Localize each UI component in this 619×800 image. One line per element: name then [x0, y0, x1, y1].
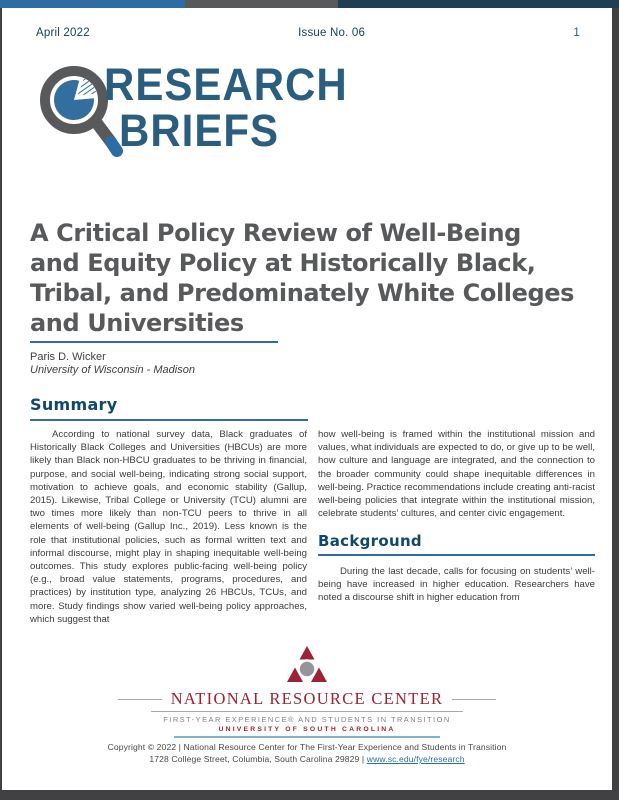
top-accent-strip	[0, 0, 619, 8]
footer-divider	[174, 736, 440, 738]
summary-text-right: how well-being is framed within the institutional mission and values, what individuals are expected to do, or give up to be well, how culture and language are integrated, and the connection to the broader community could shape inequitable differences in well-being. Practice recommendations include creating anti-racist well-being policies that integrate within the institutional mission, celebrate students’ cultures, and center civic engagement.	[318, 429, 595, 520]
nrc-emblem-icon	[284, 645, 330, 685]
background-divider	[318, 554, 595, 556]
article-title	[30, 218, 596, 338]
strip-navy-segment	[338, 0, 619, 8]
summary-divider	[30, 419, 308, 421]
right-rule	[452, 699, 496, 700]
nrc-name-underline	[151, 711, 463, 712]
title-line: A Critical Policy Review of Well-Being	[30, 219, 521, 247]
document-page	[2, 0, 612, 790]
strip-gray-segment	[185, 0, 338, 8]
masthead-line2: BRIEFS	[119, 105, 280, 156]
address-line	[2, 754, 612, 764]
title-divider	[30, 341, 278, 343]
address-text: 1728 College Street, Columbia, South Carolina 29829 |	[149, 754, 365, 764]
summary-column-left	[30, 428, 307, 626]
left-rule	[118, 699, 162, 700]
nrc-name: NATIONAL RESOURCE CENTER	[170, 689, 444, 708]
title-line: and Equity Policy at Historically Black,	[30, 249, 536, 277]
author-name: Paris D. Wicker	[30, 351, 106, 363]
nrc-name-row	[2, 689, 612, 709]
summary-heading: Summary	[30, 395, 118, 414]
byline	[30, 351, 195, 377]
author-affiliation: University of Wisconsin - Madison	[30, 364, 195, 376]
copyright-line: Copyright © 2022 | National Resource Center for The First-Year Experience and Students in Transition	[107, 742, 507, 752]
page-number: 1	[573, 27, 580, 39]
summary-text-left: According to national survey data, Black graduates of Historically Black Colleges and Universities (HBCUs) are more likely than Black non-HBCU graduates to be thriving in financial, purpose, and social well-being, indicating strong social support, motivation to achieve goals, and economic stability (Gallup, 2015). Likewise, Tribal College or University (TCU) alumni are two times more likely than non-TCU peers to thrive in all elements of well-being (Gallup Inc., 2019). Less known is the role that institutional policies, such as formal written text and informal discourse, might play in shaping inequitable well-being outcomes. This study explores public-facing well-being policy (e.g., broad value statements, programs, procedures, and practices) by institution type, analyzing 26 HBCUs, TCUs, and more. Study findings show varied well-being policy approaches, which suggest that	[30, 429, 307, 625]
title-line: and Universities	[30, 309, 244, 337]
masthead-line1: RESEARCH	[104, 58, 348, 110]
background-heading: Background	[318, 532, 422, 551]
research-link[interactable]: www.sc.edu/fye/research	[366, 754, 465, 764]
issue-date: April 2022	[36, 27, 90, 39]
nrc-tagline: FIRST-YEAR EXPERIENCE® AND STUDENTS IN TRANSITION	[163, 715, 451, 724]
title-line: Tribal, and Predominately White Colleges	[30, 279, 575, 307]
strip-blue-segment	[0, 0, 185, 8]
masthead-wordmark	[104, 58, 348, 156]
nrc-university: UNIVERSITY OF SOUTH CAROLINA	[218, 726, 396, 733]
body-columns	[30, 428, 595, 626]
issue-number: Issue No. 06	[298, 27, 366, 39]
page-header	[36, 27, 580, 39]
background-text: During the last decade, calls for focusing on students’ well-being have increased in higher education. Researchers have noted a discourse shift in higher education from	[318, 565, 595, 604]
summary-column-right	[318, 428, 595, 626]
